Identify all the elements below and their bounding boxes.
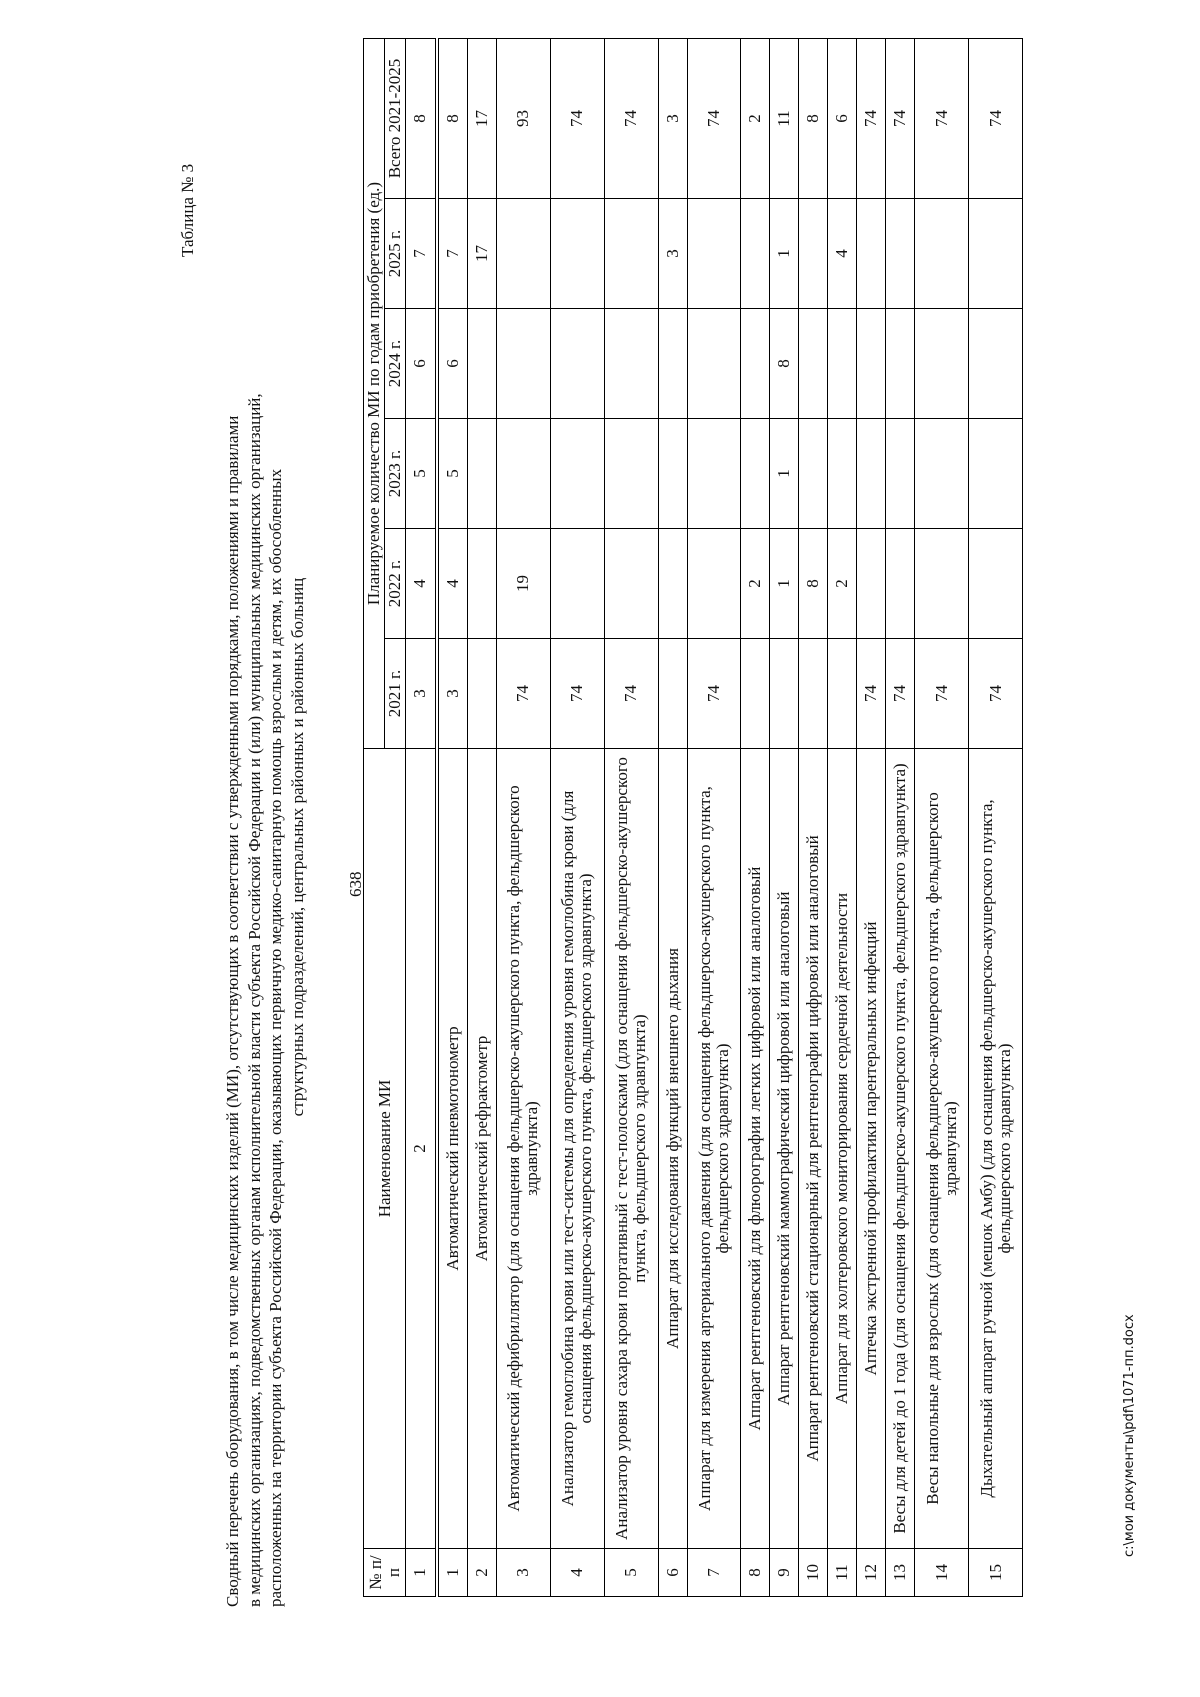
row-value [886,419,915,529]
row-name: Аппарат рентгеновский маммографический цифровой или аналоговый [770,749,799,1549]
row-value: 74 [969,38,1023,198]
row-name: Анализатор гемоглобина крови или тест-системы для определения уровня гемоглобина крови (для оснащения фельдшерско-акушерского пункта, фельдшерского здравпункта) [550,749,604,1549]
row-value [658,639,687,749]
column-index-cell: 7 [406,199,437,309]
row-value [687,309,741,419]
year-header: 2022 г. [385,529,406,639]
row-value: 74 [915,639,969,749]
row-value [886,199,915,309]
year-header: 2023 г. [385,419,406,529]
file-path-footer: c:\мои документы\pdf\1071-пп.docx [1122,1314,1137,1557]
row-name: Аппарат для холтеровского мониторирования сердечной деятельности [828,749,857,1549]
header-row [364,38,385,1596]
heading-line: Сводный перечень оборудования, в том числе медицинских изделий (МИ), отсутствующих в соответствии с утвержденными порядками, положениями и правилами [223,415,242,1607]
row-number: 11 [828,1549,857,1597]
row-value: 1 [770,529,799,639]
row-value: 74 [604,38,658,198]
row-value: 11 [770,38,799,198]
row-value: 8 [437,38,468,198]
row-value [658,419,687,529]
column-index-cell: 8 [406,38,437,198]
row-value [857,529,886,639]
row-name: Аптечка экстренной профилактики парентеральных инфекций [857,749,886,1549]
row-value [799,419,828,529]
column-index-cell: 1 [406,1549,437,1597]
row-value: 2 [741,38,770,198]
row-value: 8 [799,38,828,198]
row-name: Автоматический дефибриллятор (для оснащения фельдшерско-акушерского пункта, фельдшерского здравпункта) [497,749,551,1549]
table-row [828,38,857,1596]
row-value: 4 [437,529,468,639]
table-row [497,38,551,1596]
row-name: Автоматический пневмотонометр [437,749,468,1549]
heading-line: расположенных на территории субъекта Российской Федерации, оказывающих первичную медико-санитарную помощь взрослым и детям, их обособленных [266,468,285,1607]
row-value [604,529,658,639]
row-value [969,309,1023,419]
row-value: 4 [828,199,857,309]
row-value: 8 [799,529,828,639]
row-value [857,199,886,309]
table-row [437,38,468,1596]
row-name: Весы напольные для взрослых (для оснащения фельдшерско-акушерского пункта, фельдшерского здравпункта) [915,749,969,1549]
equipment-table [363,38,1023,1597]
row-number: 5 [604,1549,658,1597]
year-header: 2025 г. [385,199,406,309]
column-group-header: Планируемое количество МИ по годам приобретения (ед.) [364,38,385,748]
row-value [799,199,828,309]
row-value [969,419,1023,529]
row-value [799,309,828,419]
table-row [770,38,799,1596]
row-value [828,419,857,529]
table-row [604,38,658,1596]
column-index-cell: 2 [406,749,437,1549]
row-value: 5 [437,419,468,529]
row-value [604,199,658,309]
row-value [915,419,969,529]
row-value [604,309,658,419]
row-value: 74 [497,639,551,749]
row-value [658,529,687,639]
row-value [741,639,770,749]
row-value: 19 [497,529,551,639]
row-value [687,199,741,309]
row-value: 74 [550,639,604,749]
row-value [969,529,1023,639]
row-number: 10 [799,1549,828,1597]
row-number: 4 [550,1549,604,1597]
row-value: 3 [658,199,687,309]
column-index-row [406,38,437,1596]
year-header: 2024 г. [385,309,406,419]
table-row [886,38,915,1596]
column-index-cell: 6 [406,309,437,419]
table-row [915,38,969,1596]
row-number: 8 [741,1549,770,1597]
row-name: Аппарат рентгеновский стационарный для рентгенографии цифровой или аналоговый [799,749,828,1549]
row-value: 2 [828,529,857,639]
row-number: 7 [687,1549,741,1597]
row-value [828,309,857,419]
row-name: Аппарат для измерения артериального давления (для оснащения фельдшерско-акушерского пункта, фельдшерского здравпункта) [687,749,741,1549]
row-value: 6 [828,38,857,198]
row-value [799,639,828,749]
row-value: 74 [915,38,969,198]
row-value [741,419,770,529]
row-value [604,419,658,529]
table-row [857,38,886,1596]
row-name: Анализатор уровня сахара крови портативный с тест-полосками (для оснащения фельдшерско-акушерского пункта, фельдшерского здравпункта) [604,749,658,1549]
row-number: 13 [886,1549,915,1597]
row-value: 93 [497,38,551,198]
row-value [497,199,551,309]
row-value [886,529,915,639]
column-index-cell: 4 [406,529,437,639]
row-value: 8 [770,309,799,419]
heading-line: в медицинских организациях, подведомственных органам исполнительной власти субъекта Российской Федерации и (или) муниципальных медицинских организаций, [244,393,264,1607]
table-row [468,38,497,1596]
row-number: 2 [468,1549,497,1597]
column-index-cell: 5 [406,419,437,529]
row-value: 1 [770,419,799,529]
row-number: 14 [915,1549,969,1597]
row-value: 2 [741,529,770,639]
row-value: 74 [857,639,886,749]
row-name: Аппарат для исследования функций внешнего дыхания [658,749,687,1549]
row-value: 3 [658,38,687,198]
row-value: 17 [468,199,497,309]
row-value [857,309,886,419]
row-value [886,309,915,419]
row-value [915,529,969,639]
row-value: 1 [770,199,799,309]
column-index-cell: 3 [406,639,437,749]
row-value [741,199,770,309]
table-row [687,38,741,1596]
row-value [857,419,886,529]
row-name: Аппарат рентгеновский для флюорографии легких цифровой или аналоговый [741,749,770,1549]
table-row [741,38,770,1596]
row-number: 6 [658,1549,687,1597]
row-value [468,639,497,749]
row-number: 1 [437,1549,468,1597]
row-value: 74 [687,38,741,198]
row-value [915,199,969,309]
row-value [468,529,497,639]
row-number: 12 [857,1549,886,1597]
row-value [468,309,497,419]
column-header-name: Наименование МИ [364,749,406,1549]
row-value: 74 [886,38,915,198]
table-label: Таблица № 3 [178,163,197,257]
row-number: 3 [497,1549,551,1597]
row-value: 6 [437,309,468,419]
row-value: 74 [687,639,741,749]
row-name: Дыхательный аппарат ручной (мешок Амбу) (для оснащения фельдшерско-акушерского пункта, фельдшерского здравпункта) [969,749,1023,1549]
row-value: 74 [550,38,604,198]
row-value: 17 [468,38,497,198]
row-value: 74 [969,639,1023,749]
page-number: 638 [346,871,365,897]
table-row [550,38,604,1596]
row-value: 3 [437,639,468,749]
row-value [550,529,604,639]
row-value [687,419,741,529]
row-value [497,419,551,529]
row-value [915,309,969,419]
row-value [687,529,741,639]
row-number: 9 [770,1549,799,1597]
column-header-no: № п/п [364,1549,406,1597]
heading-line: структурных подразделений, центральных районных и районных больниц [287,577,307,1117]
row-value [468,419,497,529]
row-value [828,639,857,749]
row-value [969,199,1023,309]
row-value: 7 [437,199,468,309]
row-value [497,309,551,419]
year-header: 2021 г. [385,639,406,749]
table-heading [222,87,308,1607]
row-value [550,199,604,309]
table-row [969,38,1023,1596]
row-value [741,309,770,419]
total-header: Всего 2021-2025 [385,38,406,198]
row-number: 15 [969,1549,1023,1597]
row-value: 74 [857,38,886,198]
row-name: Автоматический рефрактометр [468,749,497,1549]
row-value [770,639,799,749]
row-value: 74 [604,639,658,749]
row-value [550,309,604,419]
row-value: 74 [886,639,915,749]
row-value [550,419,604,529]
table-row [799,38,828,1596]
row-name: Весы для детей до 1 года (для оснащения фельдшерско-акушерского пункта, фельдшерского здравпункта) [886,749,915,1549]
row-value [658,309,687,419]
table-row [658,38,687,1596]
